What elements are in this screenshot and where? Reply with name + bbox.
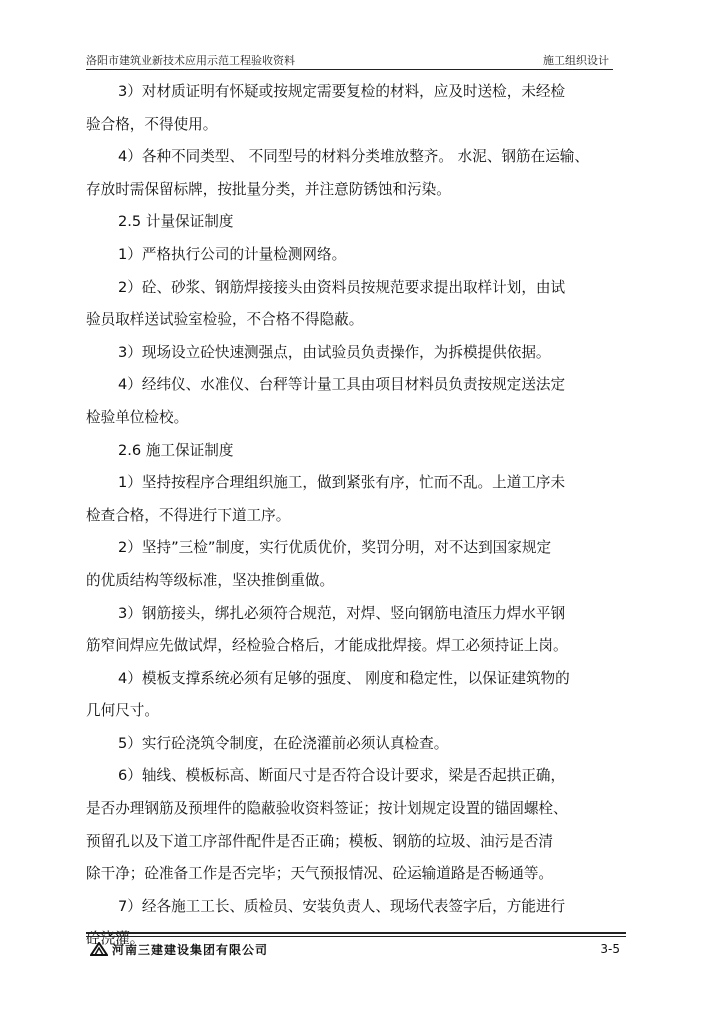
body-line: 5）实行砼浇筑令制度，在砼浇灌前必须认真检查。 [118,734,449,752]
footer-divider-thin [86,936,626,937]
body-line: 1）严格执行公司的计量检测网络。 [118,245,347,263]
header-section-title: 施工组织设计 [543,54,609,67]
footer-company-block [90,941,268,957]
footer-company-name: 河南三建建设集团有限公司 [112,942,269,957]
body-line: 几何尺寸。 [86,702,159,720]
body-line: 7）经各施工工长、质检员、安装负责人、现场代表签字后，方能进行 [118,897,566,915]
body-line: 预留孔以及下道工序部件配件是否正确；模板、钢筋的垃圾、油污是否清 [86,832,554,850]
header-divider [86,69,613,70]
body-line: 筋窄间焊应先做试焊，经检验合格后，才能成批焊接。焊工必须持证上岗。 [86,637,568,655]
body-line: 4）经纬仪、水准仪、台秤等计量工具由项目材料员负责按规定送法定 [118,376,566,394]
body-line: 3）钢筋接头，绑扎必须符合规范，对焊、竖向钢筋电渣压力焊水平钢 [118,604,566,622]
body-line: 3）对材质证明有怀疑或按规定需要复检的材料，应及时送检，未经检 [118,83,566,100]
body-line: 2.6 施工保证制度 [118,441,234,459]
body-line: 2）坚持”三检”制度，实行优质优价，奖罚分明，对不达到国家规定 [118,539,552,557]
body-line: 验合格，不得使用。 [86,115,218,133]
body-text [86,76,646,956]
page-header [86,52,613,68]
footer-divider [86,932,626,934]
body-line: 存放时需保留标牌，按批量分类，并注意防锈蚀和污染。 [86,180,451,198]
body-line: 的优质结构等级标准，坚决推倒重做。 [86,571,335,589]
body-line: 砼浇灌。 [86,930,145,948]
company-logo-icon [90,942,108,956]
header-document-title: 洛阳市建筑业新技术应用示范工程验收资料 [86,54,295,67]
page-number: 3-5 [600,942,620,956]
body-line: 6）轴线、模板标高、断面尺寸是否符合设计要求，梁是否起拱正确， [118,767,566,785]
body-line: 1）坚持按程序合理组织施工，做到紧张有序，忙而不乱。上道工序未 [118,474,566,492]
body-line: 3）现场设立砼快速测强点，由试验员负责操作，为拆模提供依据。 [118,343,551,361]
body-line: 2.5 计量保证制度 [118,213,234,231]
body-line: 检查合格，不得进行下道工序。 [86,506,291,524]
body-line: 4）模板支撑系统必须有足够的强度、 刚度和稳定性，以保证建筑物的 [118,669,570,687]
body-line: 检验单位检校。 [86,408,189,426]
body-line: 验员取样送试验室检验，不合格不得隐蔽。 [86,311,364,329]
body-line: 是否办理钢筋及预埋件的隐蔽验收资料签证；按计划规定设置的锚固螺栓、 [86,800,568,818]
body-line: 除干净；砼准备工作是否完毕；天气预报情况、砼运输道路是否畅通等。 [86,865,554,883]
body-line: 4）各种不同类型、 不同型号的材料分类堆放整齐。 水泥、钢筋在运输、 [118,148,589,166]
body-line: 2）砼、砂浆、钢筋焊接接头由资料员按规范要求提出取样计划，由试 [118,278,566,296]
